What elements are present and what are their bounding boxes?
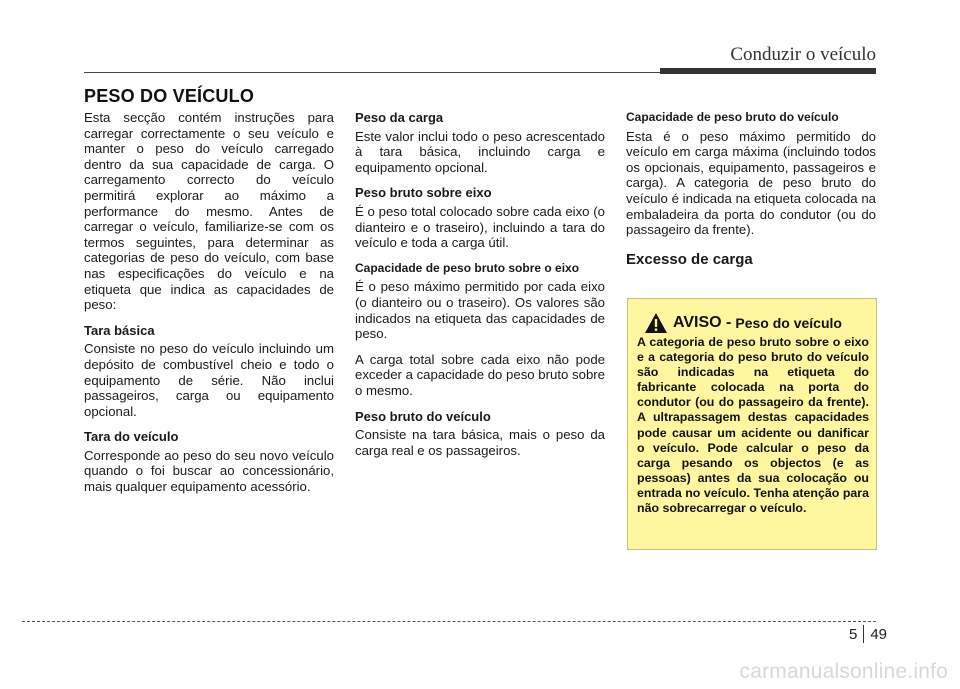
intro-paragraph: Esta secção contém instruções para carregar correctamente o seu veículo e manter o peso do veículo carregado dentro da sua capacidade de carga. O carregamento correcto do veículo permitirá explorar ao máximo a performance do mesmo. Antes de carregar o veículo, familiarize-se com os termos seguintes, para determinar as categorias de peso do veículo, com base nas especificações do veículo e na etiqueta que indica as capacidades de peso: — [84, 110, 334, 313]
cap-eixo-heading: Capacidade de peso bruto sobre o eixo — [355, 260, 580, 275]
peso-carga-heading: Peso da carga — [355, 110, 444, 125]
cap-eixo-text-1: É o peso máximo permitido por cada eixo (o dianteiro ou o traseiro). Os valores são indicados na etiqueta das capacidades de peso. — [355, 279, 605, 342]
tara-basica-heading: Tara básica — [84, 322, 155, 338]
peso-carga-text: Este valor inclui todo o peso acrescentado à tara básica, incluindo carga e equipamento opcional. — [355, 128, 605, 175]
column-1 — [84, 110, 334, 505]
footer-divider — [22, 621, 876, 622]
warning-header — [644, 312, 842, 334]
running-header: Conduzir o veículo — [730, 44, 876, 65]
header-rule-thin — [84, 72, 660, 73]
peso-bruto-eixo-heading: Peso bruto sobre eixo — [355, 185, 492, 201]
column-3 — [626, 110, 876, 277]
header-rule-thick — [660, 68, 876, 74]
tara-basica-text: Consiste no peso do veículo incluindo um depósito de combustível cheio e todo o equipamento de série. Não inclui passageiros, carga ou equipamento opcional. — [84, 341, 334, 419]
peso-bruto-eixo-text: É o peso total colocado sobre cada eixo (o dianteiro e o traseiro), incluindo a tara do veículo e toda a carga útil. — [355, 203, 605, 251]
excesso-carga-heading: Excesso de carga — [626, 250, 753, 268]
warning-triangle-icon — [644, 312, 668, 334]
cap-veiculo-text: Esta é o peso máximo permitido do veículo em carga máxima (incluindo todos os opcionais, equipamento, passageiros e carga). A categoria de peso bruto do veículo é indicada na etiqueta colocada na embaladeira da porta do condutor (ou do passageiro da frente). — [626, 128, 876, 238]
page-number-separator — [863, 625, 864, 643]
peso-bruto-veiculo-text: Consiste na tara básica, mais o peso da carga real e os passageiros. — [355, 427, 605, 458]
chapter-number: 5 — [849, 625, 858, 643]
page-number — [849, 625, 887, 643]
cap-eixo-text-2: A carga total sobre cada eixo não pode exceder a capacidade do peso bruto sobre o mesmo. — [355, 351, 606, 398]
watermark: carmanualsonline.info — [739, 660, 948, 683]
column-2 — [355, 110, 605, 468]
peso-bruto-veiculo-heading: Peso bruto do veículo — [355, 408, 491, 424]
tara-veiculo-text: Corresponde ao peso do seu novo veículo quando o foi buscar ao concessionário, mais qualquer equipamento acessório. — [84, 447, 334, 495]
warning-body: A categoria de peso bruto sobre o eixo e a categoria do peso bruto do veículo são indicadas na etiqueta do fabricante colocada na porta do condutor (ou do passageiro da frente). A ultrapassagem destas capacidades pode causar um acidente ou danificar o veículo. Pode calcular o peso da carga pesando os objectos (e as pessoas) antes da sua colocação ou entrada no veículo. Tenha atenção para não sobrecarregar o veículo. — [637, 335, 869, 516]
tara-veiculo-heading: Tara do veículo — [84, 429, 179, 445]
warning-subtitle: Peso do veículo — [735, 315, 842, 331]
page-number-value: 49 — [870, 625, 888, 643]
section-title: PESO DO VEÍCULO — [84, 86, 255, 106]
warning-label: AVISO - — [673, 314, 732, 331]
warning-box — [627, 298, 877, 550]
cap-veiculo-heading: Capacidade de peso bruto do veículo — [626, 110, 839, 124]
